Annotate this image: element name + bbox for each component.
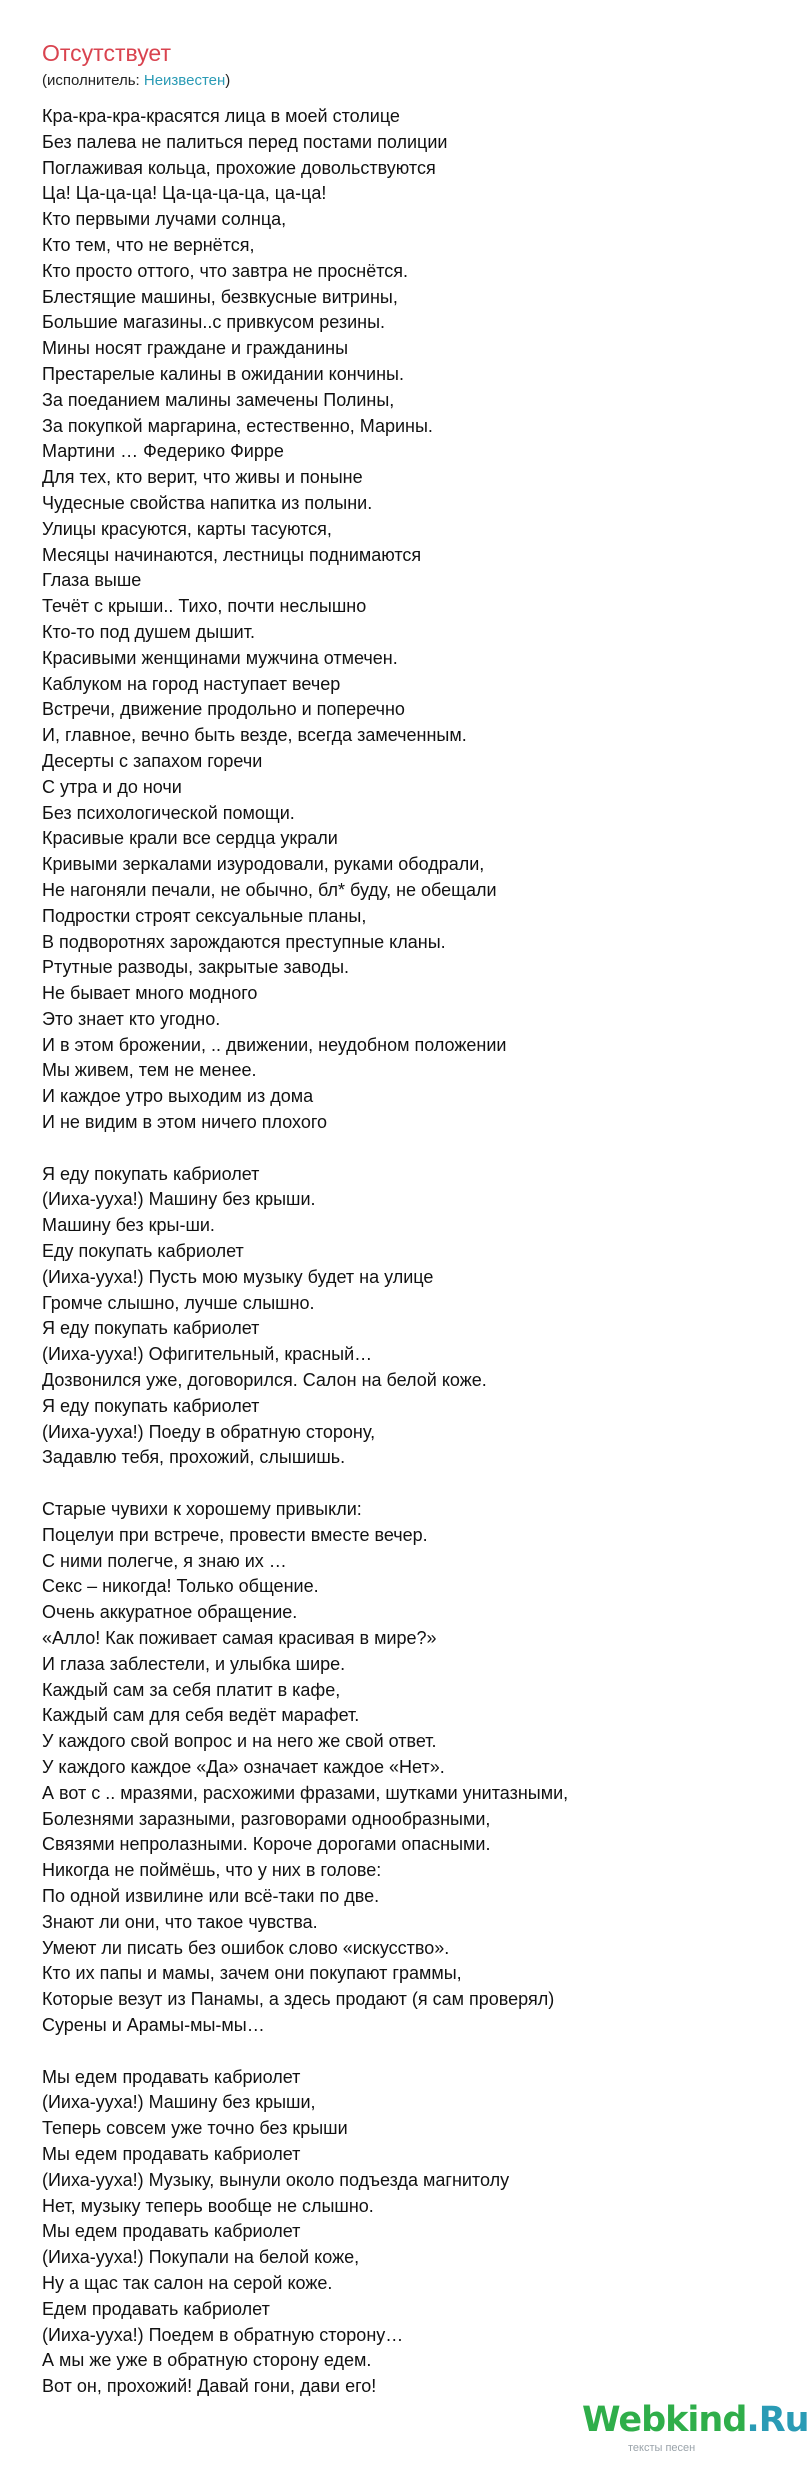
lyric-line: Каждый сам за себя платит в кафе,	[42, 1679, 341, 1700]
lyric-line: Я еду покупать кабриолет	[42, 1163, 260, 1184]
song-title: Отсутствует	[42, 40, 171, 66]
lyric-line: Которые везут из Панамы, а здесь продают (я сам проверял)	[42, 1989, 555, 2010]
lyric-line: И в этом брожении, .. движении, неудобном положении	[42, 1034, 507, 1055]
lyric-line: Красивыми женщинами мужчина отмечен.	[42, 647, 398, 668]
lyric-line: Задавлю тебя, прохожий, слышишь.	[42, 1447, 346, 1468]
lyric-line: Не нагоняли печали, не обычно, бл* буду, не обещали	[42, 879, 497, 900]
lyric-line: Кривыми зеркалами изуродовали, руками ободрали,	[42, 854, 485, 875]
lyric-line: Красивые крали все сердца украли	[42, 828, 338, 849]
lyric-line: По одной извилине или всё-таки по две.	[42, 1885, 380, 1906]
lyric-line: Кто просто оттого, что завтра не проснётся.	[42, 260, 409, 281]
lyric-line: Мартини … Федерико Фирре	[42, 441, 284, 462]
lyric-line: (Ииха-ууха!) Машину без крыши.	[42, 1189, 316, 1210]
lyric-line: Мы едем продавать кабриолет	[42, 2221, 301, 2242]
lyric-line: Вот он, прохожий! Давай гони, дави его!	[42, 2376, 377, 2397]
lyric-line: Кто тем, что не вернётся,	[42, 234, 255, 255]
lyric-line: Связями непролазными. Короче дорогами опасными.	[42, 1834, 491, 1855]
lyric-line: Поцелуи при встрече, провести вместе вечер.	[42, 1524, 428, 1545]
lyric-line: Каблуком на город наступает вечер	[42, 673, 341, 694]
lyric-line: Не бывает много модного	[42, 983, 258, 1004]
lyric-line: Кто их папы и мамы, зачем они покупают граммы,	[42, 1963, 462, 1984]
lyric-line: С утра и до ночи	[42, 776, 182, 797]
lyric-line: Улицы красуются, карты тасуются,	[42, 518, 332, 539]
lyric-line: Блестящие машины, безвкусные витрины,	[42, 286, 398, 307]
lyric-line: С ними полегче, я знаю их …	[42, 1550, 287, 1571]
artist-prefix: (исполнитель:	[42, 72, 144, 89]
lyric-line: А мы же уже в обратную сторону едем.	[42, 2350, 372, 2371]
stanza-break	[42, 1136, 782, 1162]
logo-domain-text: .Ru	[746, 2400, 809, 2440]
lyric-line: И глаза заблестели, и улыбка шире.	[42, 1653, 346, 1674]
lyric-line: Я еду покупать кабриолет	[42, 1395, 260, 1416]
lyric-line: Умеют ли писать без ошибок слово «искусство».	[42, 1937, 450, 1958]
stanza-break	[42, 1471, 782, 1497]
lyric-line: И, главное, вечно быть везде, всегда замеченным.	[42, 725, 467, 746]
lyric-line: Старые чувихи к хорошему привыкли:	[42, 1499, 362, 1520]
lyric-line: Знают ли они, что такое чувства.	[42, 1911, 318, 1932]
lyric-line: Секс – никогда! Только общение.	[42, 1576, 319, 1597]
lyric-line: Мины носят граждане и гражданины	[42, 338, 349, 359]
lyric-line: Нет, музыку теперь вообще не слышно.	[42, 2195, 374, 2216]
lyric-line: (Ииха-ууха!) Покупали на белой коже,	[42, 2247, 360, 2268]
lyric-line: Без палева не палиться перед постами полиции	[42, 131, 448, 152]
lyric-line: Громче слышно, лучше слышно.	[42, 1292, 315, 1313]
logo-tagline: тексты песен	[628, 2442, 696, 2454]
lyric-line: За поеданием малины замечены Полины,	[42, 389, 395, 410]
lyric-line: Чудесные свойства напитка из полыни.	[42, 492, 373, 513]
lyric-line: И не видим в этом ничего плохого	[42, 1112, 328, 1133]
lyric-line: Для тех, кто верит, что живы и поныне	[42, 467, 363, 488]
lyric-line: Я еду покупать кабриолет	[42, 1318, 260, 1339]
lyric-line: (Ииха-ууха!) Офигительный, красный…	[42, 1344, 373, 1365]
lyric-line: Мы едем продавать кабриолет	[42, 2066, 301, 2087]
lyric-line: Машину без кры-ши.	[42, 1215, 215, 1236]
lyric-line: Ца! Ца-ца-ца! Ца-ца-ца-ца, ца-ца!	[42, 183, 327, 204]
lyric-line: (Ииха-ууха!) Поеду в обратную сторону,	[42, 1421, 376, 1442]
lyric-line: Ртутные разводы, закрытые заводы.	[42, 957, 350, 978]
lyric-line: Еду покупать кабриолет	[42, 1241, 244, 1262]
lyric-line: У каждого свой вопрос и на него же свой ответ.	[42, 1731, 437, 1752]
lyric-line: И каждое утро выходим из дома	[42, 1086, 314, 1107]
lyric-line: Большие магазины..с привкусом резины.	[42, 312, 386, 333]
lyric-line: Это знает кто угодно.	[42, 1008, 221, 1029]
lyric-line: У каждого каждое «Да» означает каждое «Нет».	[42, 1757, 445, 1777]
lyrics-body	[42, 104, 782, 2400]
lyric-line: (Ииха-ууха!) Музыку, вынули около подъезда магнитолу	[42, 2169, 510, 2190]
lyric-line: (Ииха-ууха!) Машину без крыши,	[42, 2092, 316, 2113]
site-logo[interactable]	[582, 2400, 809, 2460]
lyric-line: Ну а щас так салон на серой коже.	[42, 2272, 333, 2293]
lyric-line: Течёт с крыши.. Тихо, почти неслышно	[42, 596, 367, 617]
lyric-line: Поглаживая кольца, прохожие довольствуются	[42, 157, 436, 178]
lyric-line: «Алло! Как поживает самая красивая в мире?»	[42, 1628, 437, 1649]
lyric-line: Болезнями заразными, разговорами однообразными,	[42, 1808, 491, 1829]
artist-line	[42, 72, 230, 89]
lyric-line: Месяцы начинаются, лестницы поднимаются	[42, 544, 422, 565]
lyric-line: Сурены и Арамы-мы-мы…	[42, 2014, 265, 2035]
lyric-line: Каждый сам для себя ведёт марафет.	[42, 1705, 360, 1726]
stanza-break	[42, 2039, 782, 2065]
lyric-line: Кто первыми лучами солнца,	[42, 209, 287, 230]
lyric-line: А вот с .. мразями, расхожими фразами, шутками унитазными,	[42, 1782, 569, 1803]
lyric-line: Очень аккуратное обращение.	[42, 1602, 298, 1623]
lyric-line: (Ииха-ууха!) Пусть мою музыку будет на улице	[42, 1266, 434, 1287]
logo-main-text: Webkind	[582, 2400, 747, 2440]
lyric-line: Никогда не поймёшь, что у них в голове:	[42, 1860, 382, 1881]
lyric-line: (Ииха-ууха!) Поедем в обратную сторону…	[42, 2324, 404, 2345]
lyric-line: Мы живем, тем не менее.	[42, 1060, 257, 1081]
artist-link[interactable]: Неизвестен	[143, 72, 226, 89]
lyric-line: Дозвонился уже, договорился. Салон на белой коже.	[42, 1370, 487, 1391]
lyric-line: Глаза выше	[42, 570, 142, 591]
lyric-line: В подворотнях зарождаются преступные кланы.	[42, 931, 446, 952]
lyric-line: Едем продавать кабриолет	[42, 2298, 270, 2319]
lyric-line: Кто-то под душем дышит.	[42, 621, 255, 642]
lyric-line: За покупкой маргарина, естественно, Марины.	[42, 415, 433, 436]
lyric-line: Кра-кра-кра-красятся лица в моей столице	[42, 106, 400, 126]
lyric-line: Подростки строят сексуальные планы,	[42, 905, 367, 926]
lyric-line: Десерты с запахом горечи	[42, 750, 263, 771]
lyric-line: Теперь совсем уже точно без крыши	[42, 2118, 348, 2139]
lyric-line: Без психологической помощи.	[42, 802, 295, 823]
lyric-line: Встречи, движение продольно и поперечно	[42, 699, 405, 720]
lyric-line: Престарелые калины в ожидании кончины.	[42, 363, 404, 384]
logo-wordmark	[582, 2400, 809, 2440]
artist-suffix: )	[225, 72, 231, 89]
lyric-line: Мы едем продавать кабриолет	[42, 2143, 301, 2164]
